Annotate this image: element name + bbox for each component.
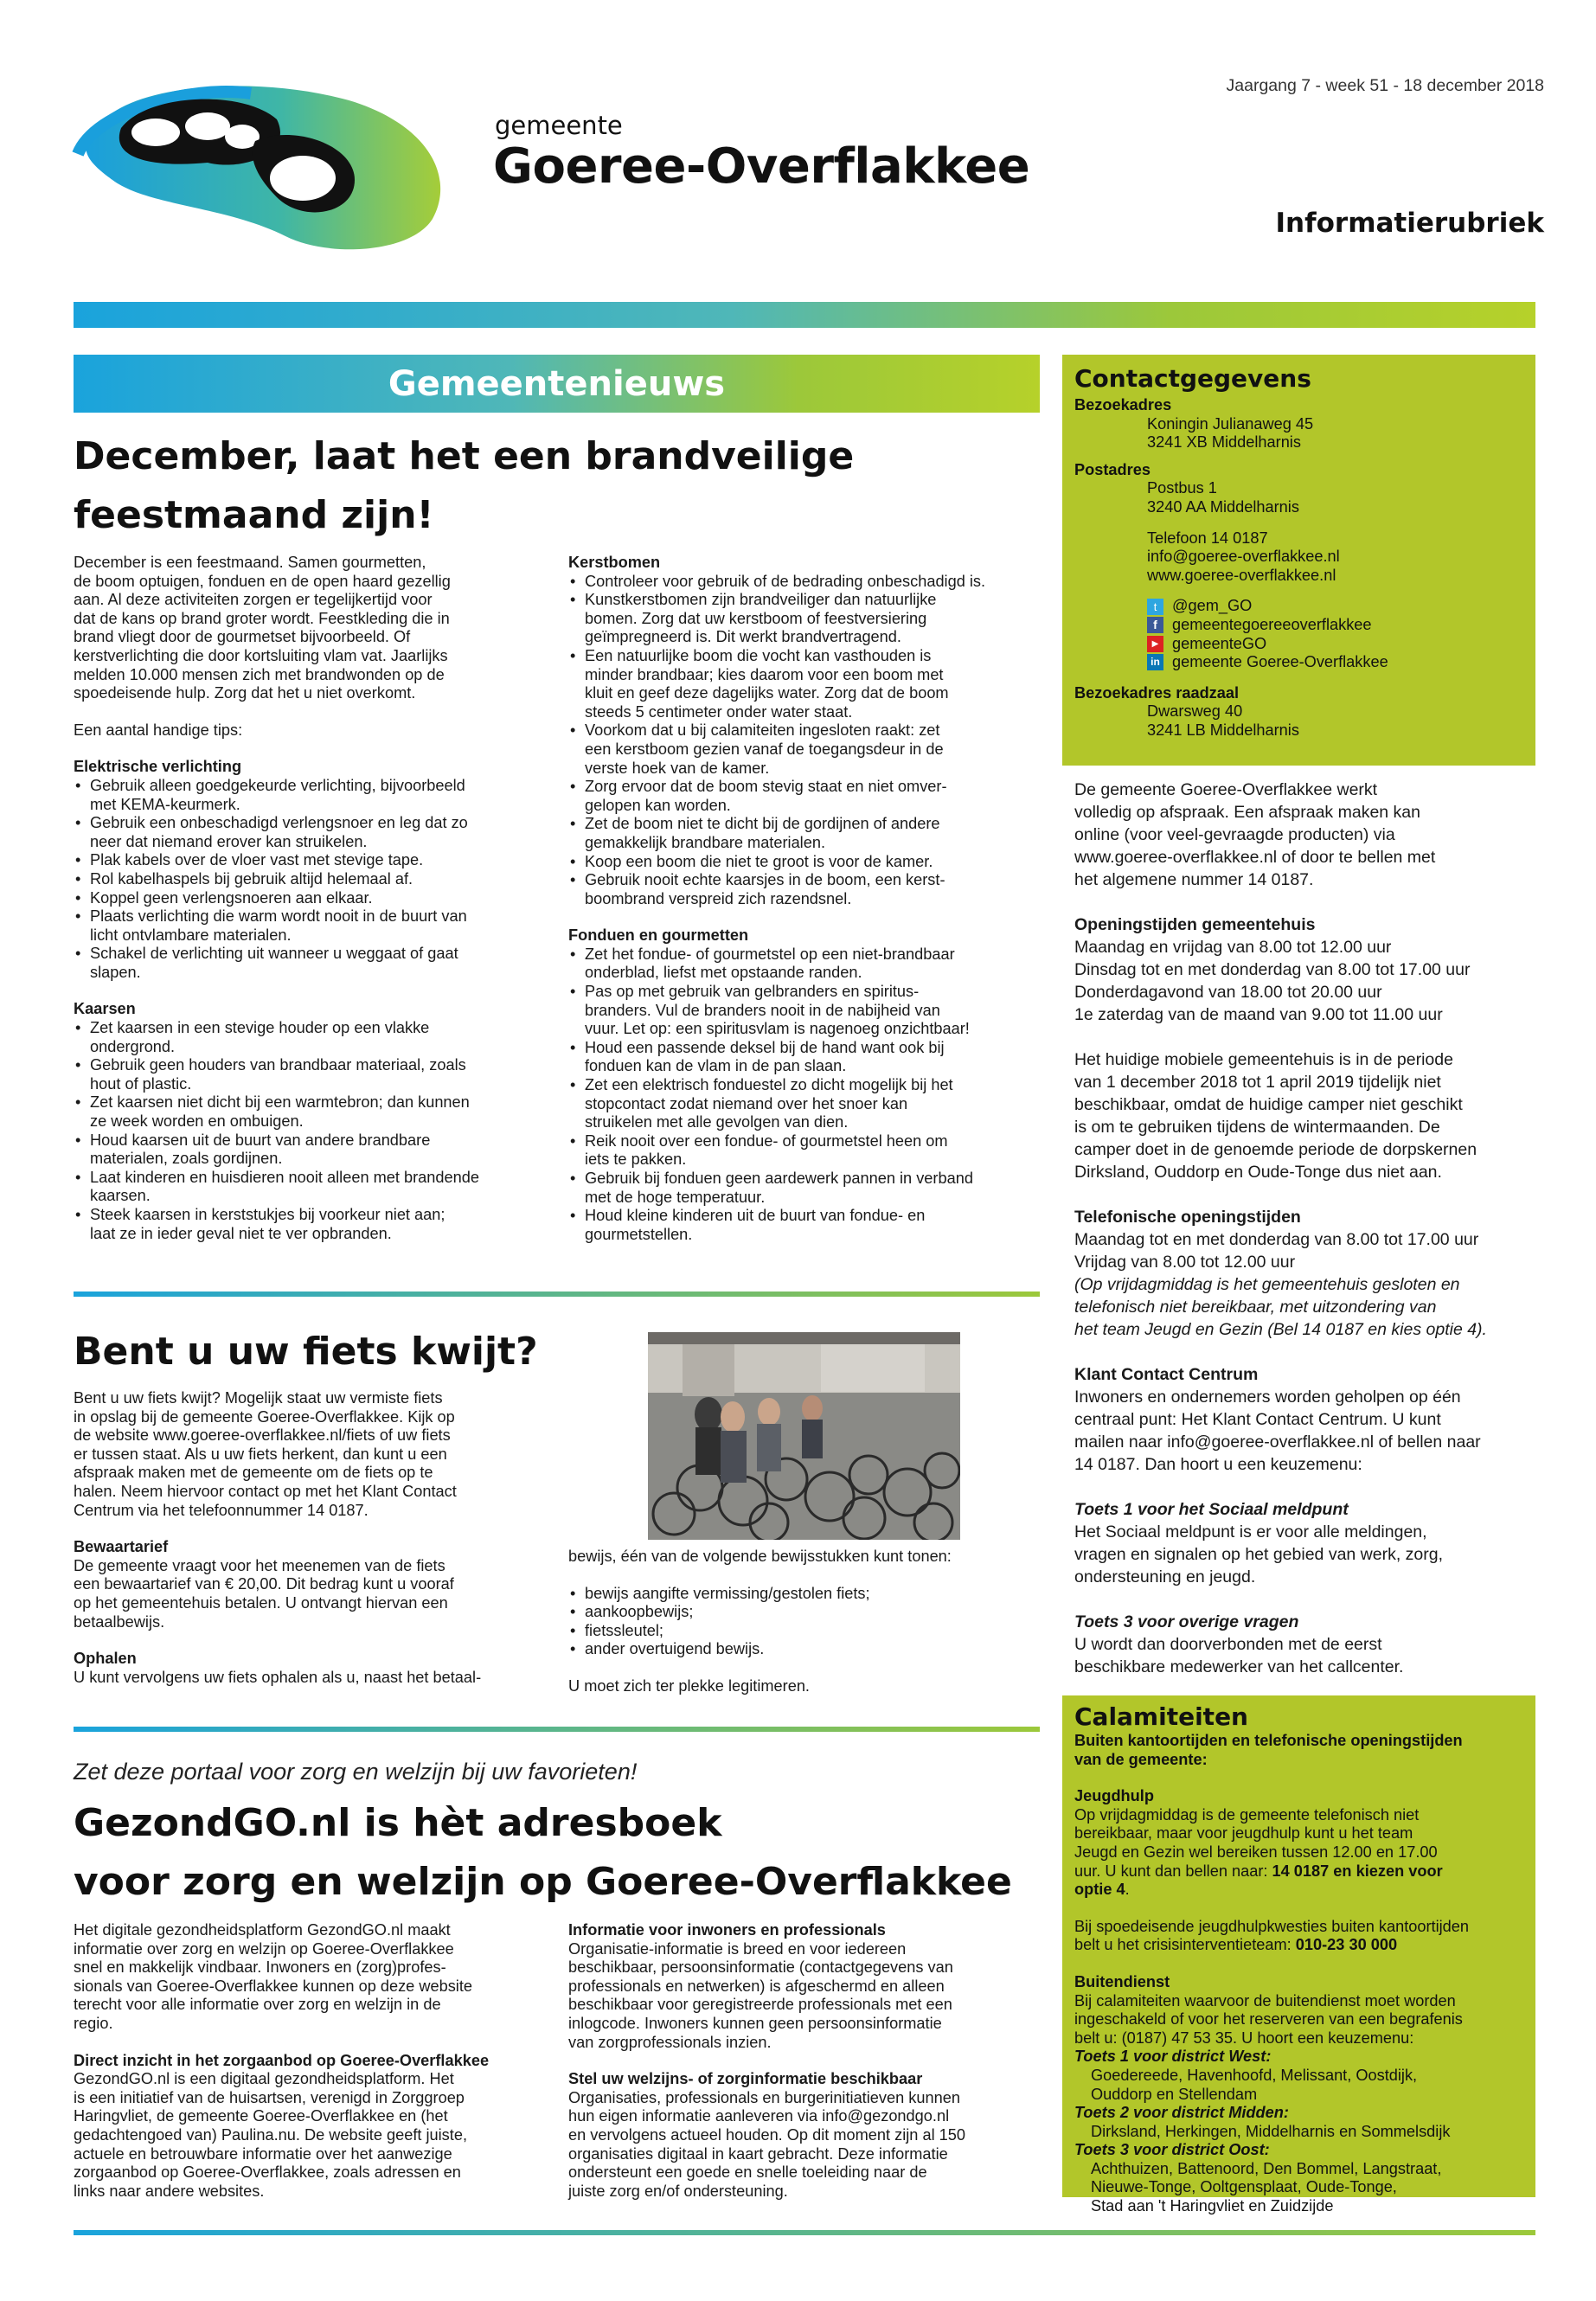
t3-text	[1074, 1633, 1533, 1678]
oost-text	[1074, 2160, 1523, 2216]
article2-col2-end: U moet zich ter plekke legitimeren.	[568, 1676, 810, 1695]
text-line: info@goeree-overflakkee.nl	[1147, 548, 1340, 566]
social-label: gemeenteGO	[1172, 634, 1267, 652]
text-line: de boom optuigen, fonduen en de open haard gezellig	[74, 572, 451, 590]
text-line: juiste zorg en/of ondersteuning.	[568, 2182, 788, 2200]
text-line: spoedeisende hulp. Zorg dat het u niet overkomt.	[74, 684, 416, 702]
spoed-line2: belt u het crisisinterventieteam: 010-23 30 000	[1074, 1936, 1398, 1954]
social-links	[1074, 597, 1523, 671]
text-line: beschikbaar, omdat de huidige camper niet geschikt	[1074, 1095, 1463, 1114]
article3-intro	[74, 1921, 558, 2034]
article2-title: Bent u uw fiets kwijt?	[74, 1330, 538, 1374]
post-address	[1074, 479, 1523, 516]
text-line: ondersteunt een goede en snelle toeleiding naar de	[568, 2163, 927, 2182]
text-line: van 1 december 2018 tot 1 april 2019 tijdelijk niet	[1074, 1073, 1441, 1092]
midden-text	[1074, 2123, 1523, 2142]
text-line: beschikbaar, persoonsinformatie (contactgegevens van	[568, 1958, 953, 1977]
kaars-list	[74, 1019, 558, 1243]
bewaartarief-heading: Bewaartarief	[74, 1538, 169, 1556]
article3-kicker: Zet deze portaal voor zorg en welzijn bij uw favorieten!	[74, 1759, 638, 1785]
divider-1	[74, 1292, 1040, 1297]
text-line: inlogcode. Inwoners kunnen geen persoonsinformatie	[568, 2014, 942, 2032]
info-heading: Informatie voor inwoners en professionals	[568, 1921, 886, 1939]
footer-divider	[74, 2230, 1535, 2235]
calamiteiten-box	[1062, 1695, 1535, 2215]
jeugd-text	[1074, 1806, 1523, 1862]
text-line: bereikbaar, maar voor jeugdhulp kunt u het team	[1074, 1824, 1413, 1843]
list-item: • Pas op met gebruik van gelbranders en spiritus- branders. Vul de branders nooit in de nabijheid van vuur. Let op: een spiritusvlam is nagenoeg onzichtbaar!	[568, 983, 1044, 1039]
elek-list	[74, 777, 558, 983]
social-linkedin[interactable]	[1147, 653, 1523, 672]
facebook-icon: f	[1147, 617, 1163, 633]
social-youtube[interactable]	[1147, 635, 1523, 654]
list-item: • Houd kaarsen uit de buurt van andere brandbare materialen, zoals gordijnen.	[74, 1131, 558, 1169]
bewaartarief-text	[74, 1557, 558, 1631]
contact-tel	[1074, 529, 1523, 586]
text-line: regio.	[74, 2014, 113, 2032]
list-item: • Koop een boom die niet te groot is voor de kamer.	[568, 853, 1044, 872]
social-facebook[interactable]	[1147, 616, 1523, 635]
list-item: • Gebruik bij fonduen geen aardewerk pannen in verband met de hoge temperatuur.	[568, 1170, 1044, 1207]
text-line: brand vliegt door de gourmetset bijvoorbeeld. Of	[74, 628, 411, 646]
bezoek-heading: Bezoekadres	[1074, 396, 1172, 413]
jeugd-option: optie 4.	[1074, 1881, 1130, 1899]
ophalen-text: U kunt vervolgens uw fiets ophalen als u, naast het betaal-	[74, 1668, 482, 1686]
text-line: Bent u uw fiets kwijt? Mogelijk staat uw vermiste fiets	[74, 1389, 443, 1407]
article1-title-line1: December, laat het een brandveilige	[74, 434, 855, 478]
afspraak-text	[1074, 779, 1533, 891]
text-line: het team Jeugd en Gezin (Bel 14 0187 en kies optie 4).	[1074, 1320, 1487, 1339]
text-line: 1e zaterdag van de maand van 9.00 tot 11.00 uur	[1074, 1005, 1443, 1024]
text-line: Nieuwe-Tonge, Ooltgensplaat, Oude-Tonge,	[1091, 2178, 1397, 2196]
bezoek-address	[1074, 415, 1523, 452]
text-line: aan. Al deze activiteiten zorgen er tegelijkertijd voor	[74, 591, 433, 609]
text-line: December is een feestmaand. Samen gourmetten,	[74, 554, 426, 571]
text-line: Inwoners en ondernemers worden geholpen op één	[1074, 1388, 1461, 1407]
text-line: professionals en netwerken) is afgeschermd en alleen	[568, 1977, 945, 1995]
list-item: • Zet het fondue- of gourmetstel op een niet-brandbaar onderblad, liefst met opstaande randen.	[568, 945, 1044, 983]
kerst-heading: Kerstbomen	[568, 554, 661, 571]
municipality-logo	[69, 76, 450, 258]
stel-heading: Stel uw welzijns- of zorginformatie beschikbaar	[568, 2070, 923, 2088]
text-line: Telefoon 14 0187	[1147, 529, 1268, 547]
stel-text	[568, 2089, 1044, 2202]
text-line: Organisatie-informatie is breed en voor iedereen	[568, 1939, 907, 1958]
text-line: hun eigen informatie aanleveren via info@gezondgo.nl	[568, 2107, 950, 2125]
calamiteiten-sub	[1074, 1732, 1523, 1769]
list-item: • Voorkom dat u bij calamiteiten ingesloten raakt: zet een kerstboom gezien vanaf de toegangsdeur in de verste hoek van de kamer.	[568, 721, 1044, 778]
text-line: Dirksland, Ouddorp en Oude-Tonge dus niet aan.	[1074, 1163, 1442, 1182]
mobiel-text	[1074, 1048, 1533, 1183]
text-line: Koningin Julianaweg 45	[1147, 414, 1314, 433]
municipality-name: Goeree-Overflakkee	[493, 138, 1030, 195]
text-line: De gemeente vraagt voor het meenemen van de fiets	[74, 1556, 445, 1574]
list-item: • Gebruik geen houders van brandbaar materiaal, zoals hout of plastic.	[74, 1056, 558, 1093]
text-line: Maandag tot en met donderdag van 8.00 tot 17.00 uur	[1074, 1230, 1479, 1249]
raad-heading: Bezoekadres raadzaal	[1074, 683, 1240, 702]
list-item: • Gebruik nooit echte kaarsjes in de boom, een kerst- boombrand verspreid zich razendsnel.	[568, 871, 1044, 908]
list-item: • Plak kabels over de vloer vast met stevige tape.	[74, 851, 558, 870]
list-item: • Plaats verlichting die warm wordt nooit in de buurt van licht ontvlambare materialen.	[74, 907, 558, 945]
list-item: • Koppel geen verlengsnoeren aan elkaar.	[74, 889, 558, 908]
list-item: • Laat kinderen en huisdieren nooit alleen met brandende kaarsen.	[74, 1169, 558, 1206]
kcc-text	[1074, 1386, 1533, 1476]
text-line: telefonisch niet bereikbaar, met uitzondering van	[1074, 1298, 1437, 1317]
list-item: • Controleer voor gebruik of de bedrading onbeschadigd is.	[568, 573, 1044, 592]
jeugd-last: uur. U kunt dan bellen naar: 14 0187 en kiezen voor	[1074, 1862, 1443, 1880]
text-line: beschikbare medewerker van het callcenter.	[1074, 1657, 1404, 1676]
text-line: volledig op afspraak. Een afspraak maken kan	[1074, 803, 1420, 822]
text-line: Ouddorp en Stellendam	[1091, 2085, 1258, 2103]
text-line: informatie over zorg en welzijn op Goeree-Overflakkee	[74, 1939, 454, 1958]
text-line: gedachtengoed van) Paulina.nu. De website geeft juiste,	[74, 2125, 467, 2144]
text-line: halen. Neem hiervoor contact op met het Klant Contact	[74, 1482, 457, 1500]
article1-title-line2: feestmaand zijn!	[74, 493, 434, 537]
article1-title	[74, 427, 854, 545]
text-line: op het gemeentehuis betalen. U ontvangt hiervan een	[74, 1593, 448, 1612]
buiten-text	[1074, 1992, 1523, 2048]
text-line: dat de kans op brand groter wordt. Feestkleding die in	[74, 609, 450, 627]
text-line: Op vrijdagmiddag is de gemeente telefonisch niet	[1074, 1805, 1420, 1823]
calamiteiten-title: Calamiteiten	[1074, 1702, 1248, 1731]
text-line: en vervolgens actueel houden. Op dit moment zijn al 150	[568, 2125, 966, 2144]
text-line: Stad aan 't Haringvliet en Zuidzijde	[1091, 2197, 1334, 2215]
jeugd-heading: Jeugdhulp	[1074, 1787, 1154, 1805]
tips-intro: Een aantal handige tips:	[74, 721, 243, 739]
text-line: is een initiatief van de huisartsen, verenigd in Zorggroep	[74, 2088, 465, 2106]
text-line: Dirksland, Herkingen, Middelharnis en Sommelsdijk	[1091, 2122, 1451, 2140]
list-item: • Zorg ervoor dat de boom stevig staat en niet omver- gelopen kan worden.	[568, 778, 1044, 815]
article2-col2-intro: bewijs, één van de volgende bewijsstukken kunt tonen:	[568, 1548, 952, 1565]
text-line: (Op vrijdagmiddag is het gemeentehuis gesloten en	[1074, 1275, 1460, 1294]
list-item: • fietssleutel;	[568, 1622, 1044, 1641]
text-line: snel en makkelijk vindbaar. Inwoners en (zorg)profes-	[74, 1958, 446, 1977]
article3-col1	[74, 1921, 558, 2201]
rubric-title: Informatierubriek	[1275, 208, 1544, 239]
text-line: Haringvliet, de gemeente Goeree-Overflakkee en (het	[74, 2107, 448, 2125]
text-line: 3241 XB Middelharnis	[1147, 433, 1301, 452]
list-item: • Zet kaarsen niet dicht bij een warmtebron; dan kunnen ze week worden en ombuigen.	[74, 1093, 558, 1131]
text-line: Maandag en vrijdag van 8.00 tot 12.00 uur	[1074, 938, 1392, 957]
t1-text	[1074, 1521, 1533, 1588]
text-line: in opslag bij de gemeente Goeree-Overflakkee. Kijk op	[74, 1407, 455, 1426]
tel-text	[1074, 1228, 1533, 1273]
text-line: www.goeree-overflakkee.nl of door te bellen met	[1074, 848, 1436, 867]
text-line: Vrijdag van 8.00 tot 12.00 uur	[1074, 1253, 1296, 1272]
linkedin-icon: in	[1147, 654, 1163, 670]
tel-heading: Telefonische openingstijden	[1074, 1208, 1301, 1227]
text-line: 14 0187. Dan hoort u een keuzemenu:	[1074, 1455, 1362, 1474]
t1-heading: Toets 1 voor het Sociaal meldpunt	[1074, 1500, 1349, 1519]
text-line: Bij calamiteiten waarvoor de buitendienst moet worden	[1074, 1991, 1456, 2009]
text-line: Goedereede, Havenhoofd, Melissant, Oostdijk,	[1091, 2066, 1418, 2084]
section-banner	[74, 355, 1040, 413]
divider-2	[74, 1727, 1040, 1732]
contact-box	[1062, 355, 1535, 766]
text-line: van zorgprofessionals inzien.	[568, 2033, 772, 2051]
list-item: • Zet kaarsen in een stevige houder op een vlakke ondergrond.	[74, 1019, 558, 1056]
text-line: Achthuizen, Battenoord, Den Bommel, Langstraat,	[1091, 2159, 1442, 2177]
text-line: sionals van Goeree-Overflakkee kunnen op deze website	[74, 1977, 473, 1995]
open-text	[1074, 936, 1533, 1026]
post-heading: Postadres	[1074, 460, 1151, 478]
text-line: De gemeente Goeree-Overflakkee werkt	[1074, 780, 1378, 799]
article3-col2	[568, 1921, 1044, 2201]
text-line: vragen en signalen op het gebied van werk, zorg,	[1074, 1545, 1444, 1564]
text-line: het algemene nummer 14 0187.	[1074, 870, 1314, 889]
text-line: een bewaartarief van € 20,00. Dit bedrag kunt u vooraf	[74, 1575, 454, 1593]
ophalen-heading: Ophalen	[74, 1650, 137, 1668]
text-line: 3241 LB Middelharnis	[1147, 721, 1299, 739]
spoed-line1: Bij spoedeisende jeugdhulpkwesties buiten kantoortijden	[1074, 1917, 1470, 1935]
list-item: • Rol kabelhaspels bij gebruik altijd helemaal af.	[74, 870, 558, 889]
list-item: • Een natuurlijke boom die vocht kan vasthouden is minder brandbaar; kies daarom voor een boom met kluit en geef deze dagelijks water. Zorg dat de boom steeds 5 centimeter onder water staat.	[568, 647, 1044, 721]
raad-address	[1074, 702, 1523, 740]
list-item: • Gebruik alleen goedgekeurde verlichting, bijvoorbeeld met KEMA-keurmerk.	[74, 777, 558, 814]
bicycle-storage-photo	[648, 1332, 960, 1540]
kerst-list	[568, 573, 1044, 909]
text-line: Organisaties, professionals en burgerinitiatieven kunnen	[568, 2088, 960, 2106]
gemeente-label: gemeente	[495, 111, 623, 140]
list-item: • Zet een elektrisch fonduestel zo dicht mogelijk bij het stopcontact zodat niemand over het snoer kan struikelen met alle gevolgen van dien.	[568, 1076, 1044, 1132]
fondue-list	[568, 945, 1044, 1245]
text-line: ingeschakeld of voor het reserveren van een begrafenis	[1074, 2010, 1463, 2029]
text-line: van de gemeente:	[1074, 1750, 1208, 1768]
list-item: • Reik nooit over een fondue- of gourmetstel heen om iets te pakken.	[568, 1132, 1044, 1170]
open-heading: Openingstijden gemeentehuis	[1074, 915, 1316, 934]
text-line: online (voor veel-gevraagde producten) via	[1074, 825, 1395, 844]
list-item: • Schakel de verlichting uit wanneer u weggaat of gaat slapen.	[74, 945, 558, 982]
contact-title: Contactgegevens	[1074, 364, 1311, 393]
list-item: • aankoopbewijs;	[568, 1603, 1044, 1622]
text-line: mailen naar info@goeree-overflakkee.nl of bellen naar	[1074, 1433, 1481, 1452]
oost-heading: Toets 3 voor district Oost:	[1074, 2141, 1270, 2159]
article2-col2	[568, 1548, 1044, 1696]
proof-list	[568, 1585, 1044, 1659]
tel-note	[1074, 1273, 1533, 1341]
text-line: Het digitale gezondheidsplatform GezondGO.nl maakt	[74, 1921, 451, 1939]
text-line: camper doet in de genoemde periode de dorpskernen	[1074, 1140, 1477, 1159]
text-line: Dinsdag tot en met donderdag van 8.00 tot 17.00 uur	[1074, 960, 1471, 979]
youtube-icon: ▶	[1147, 636, 1163, 652]
text-line: er tussen staat. Als u uw fiets herkent, dan kunt u een	[74, 1445, 447, 1463]
text-line: links naar andere websites.	[74, 2182, 265, 2200]
list-item: • Steek kaarsen in kerststukjes bij voorkeur niet aan; laat ze in ieder geval niet te ver opbranden.	[74, 1206, 558, 1243]
text-line: betaalbewijs.	[74, 1612, 165, 1631]
twitter-icon: t	[1147, 599, 1163, 615]
list-item: • Gebruik een onbeschadigd verlengsnoer en leg dat zo neer dat niemand erover kan struikelen.	[74, 814, 558, 851]
text-line: Centrum via het telefoonnummer 14 0187.	[74, 1501, 369, 1519]
text-line: www.goeree-overflakkee.nl	[1147, 566, 1336, 584]
article3-title-line2: voor zorg en welzijn op Goeree-Overflakkee	[74, 1860, 1012, 1904]
right-column	[1074, 779, 1533, 1678]
text-line: Donderdagavond van 18.00 tot 20.00 uur	[1074, 983, 1382, 1002]
article3-title	[74, 1794, 1012, 1912]
west-heading: Toets 1 voor district West:	[1074, 2048, 1272, 2066]
text-line: 3240 AA Middelharnis	[1147, 497, 1299, 516]
text-line: organisaties digitaal in kaart gebracht. Deze informatie	[568, 2144, 948, 2163]
list-item: • Kunstkerstbomen zijn brandveiliger dan natuurlijke bomen. Zorg dat uw kerstboom of feestversiering geïmpregneerd is. Dit werkt brandvertragend.	[568, 591, 1044, 647]
text-line: GezondGO.nl is een digitaal gezondheidsplatform. Het	[74, 2070, 454, 2088]
social-twitter[interactable]	[1147, 597, 1523, 616]
text-line: Buiten kantoortijden en telefonische openingstijden	[1074, 1732, 1463, 1749]
direct-text	[74, 2070, 558, 2201]
header-bar	[74, 302, 1535, 328]
social-label: gemeentegoereeoverflakkee	[1172, 615, 1372, 633]
social-label: @gem_GO	[1172, 597, 1253, 615]
text-line: actuele en betrouwbare informatie over het aanwezige	[74, 2144, 452, 2163]
text-line: beschikbaar voor geregistreerde professionals met een	[568, 1996, 952, 2014]
list-item: • Zet de boom niet te dicht bij de gordijnen of andere gemakkelijk brandbare materialen.	[568, 815, 1044, 852]
text-line: de website www.goeree-overflakkee.nl/fiets of uw fiets	[74, 1426, 451, 1445]
social-label: gemeente Goeree-Overflakkee	[1172, 653, 1388, 671]
article1-col2	[568, 554, 1044, 1244]
text-line: terecht voor alle informatie over zorg en welzijn in de	[74, 1996, 441, 2014]
list-item: • ander overtuigend bewijs.	[568, 1640, 1044, 1659]
buiten-heading: Buitendienst	[1074, 1972, 1170, 1990]
list-item: • Houd kleine kinderen uit de buurt van fondue- en gourmetstellen.	[568, 1207, 1044, 1244]
text-line: Het huidige mobiele gemeentehuis is in de periode	[1074, 1050, 1453, 1069]
text-line: is om te gebruiken tijdens de wintermaanden. De	[1074, 1118, 1440, 1137]
midden-heading: Toets 2 voor district Midden:	[1074, 2104, 1289, 2122]
t3-heading: Toets 3 voor overige vragen	[1074, 1612, 1299, 1631]
list-item: • bewijs aangifte vermissing/gestolen fiets;	[568, 1585, 1044, 1604]
text-line: afspraak maken met de gemeente om de fiets op te	[74, 1464, 433, 1482]
text-line: melden 10.000 mensen zich met brandwonden op de	[74, 665, 445, 683]
elek-heading: Elektrische verlichting	[74, 758, 242, 776]
article1-col1	[74, 554, 558, 1243]
text-line: kerstverlichting die door kortsluiting vlam vat. Jaarlijks	[74, 646, 448, 664]
issue-line: Jaargang 7 - week 51 - 18 december 2018	[1226, 76, 1544, 95]
west-text	[1074, 2067, 1523, 2104]
kaars-heading: Kaarsen	[74, 1000, 136, 1018]
article3-title-line1: GezondGO.nl is hèt adresboek	[74, 1801, 722, 1845]
text-line: centraal punt: Het Klant Contact Centrum. U kunt	[1074, 1410, 1441, 1429]
text-line: Postbus 1	[1147, 479, 1217, 497]
text-line: Dwarsweg 40	[1147, 702, 1243, 721]
fondue-heading: Fonduen en gourmetten	[568, 926, 749, 945]
text-line: zorgaanbod op Goeree-Overflakkee, zoals adressen en	[74, 2163, 461, 2182]
text-line: Jeugd en Gezin wel bereiken tussen 12.00 en 17.00	[1074, 1843, 1438, 1861]
info-text	[568, 1940, 1044, 2053]
article1-intro	[74, 554, 558, 703]
text-line: U wordt dan doorverbonden met de eerst	[1074, 1635, 1382, 1654]
text-line: ondersteuning en jeugd.	[1074, 1567, 1256, 1586]
list-item: • Houd een passende deksel bij de hand want ook bij fonduen kan de vlam in de pan slaan.	[568, 1039, 1044, 1076]
article2-col1	[74, 1389, 558, 1687]
kcc-heading: Klant Contact Centrum	[1074, 1365, 1259, 1384]
section-banner-label: Gemeentenieuws	[388, 363, 726, 404]
text-line: belt u: (0187) 47 53 35. U hoort een keuzemenu:	[1074, 2029, 1414, 2047]
article2-intro	[74, 1389, 558, 1520]
text-line: Het Sociaal meldpunt is er voor alle meldingen,	[1074, 1522, 1427, 1541]
direct-heading: Direct inzicht in het zorgaanbod op Goeree-Overflakkee	[74, 2051, 490, 2069]
